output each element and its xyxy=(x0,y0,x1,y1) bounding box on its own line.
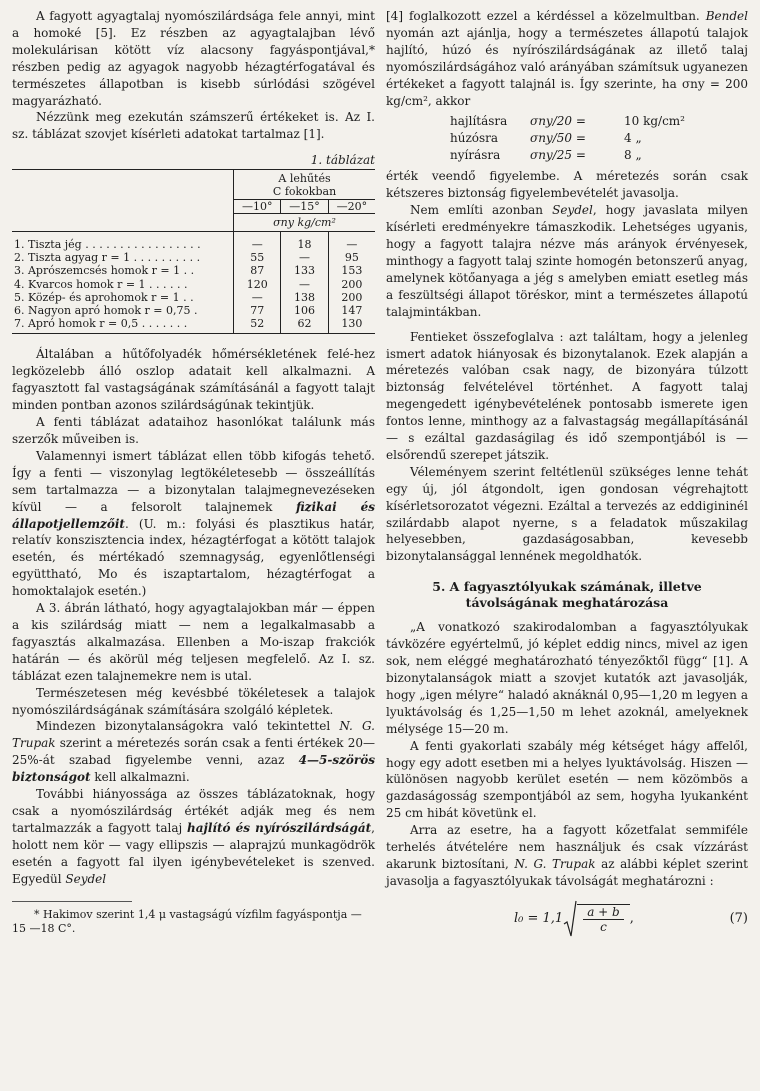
ratio-formula-name: húzósra xyxy=(450,131,499,146)
table-row-label: 1. Tiszta jég . . . . . . . . . . . . . . . . . xyxy=(14,238,201,252)
table-caption: 1. táblázat xyxy=(310,153,375,168)
table-row xyxy=(12,317,375,330)
table-cell: — xyxy=(328,238,375,251)
table-cell: 200 xyxy=(328,291,375,304)
paragraph: Általában a hűtőfolyadék hőmérsékletének felé-hez legközelebb álló oszlop adatait kell alkalmazni. A fagyasztott fal vastagságának számításánál a fagyott talajt minden pontban azonos szilárdságúnak tekintjük. xyxy=(12,347,375,413)
ratio-formula-row xyxy=(450,113,748,130)
ratio-formula-val: 10 kg/cm² xyxy=(624,114,685,129)
footnote-divider xyxy=(12,901,132,902)
table-row xyxy=(12,304,375,317)
table-cell: 130 xyxy=(328,317,375,330)
paragraph: Véleményem szerint feltétlenül szükséges lenne tehát egy új, jól átgondolt, igen gondosan végrehajtott kísérletsorozatot végezni. Ezáltal a tervezés az eddigininél szilárdabb alapot nyerne, s a feladatok műszakilag helyesebben, gazdaságosabban, kevesebb bizonytalansággal lennének megoldhatók. xyxy=(386,464,748,564)
ratio-formula-val: 8 „ xyxy=(624,148,642,163)
paragraph: „A vonatkozó szakirodalomban a fagyasztólyukak távközére egyértelmű, jó képlet eddig nincs, mivel az igen sok, nem eléggé meghatározható tényezőktől függ“ [1]. A bizonytalanságok miatt a szovjet kutatók azt javasolják, hogy „igen mélyre“ haladó aknáknál 0,95—1,20 m legyen a lyuktávolság és 1,25—1,50 m lehet azoknál, amelyeknek mélysége 15—20 m. xyxy=(386,620,748,736)
paragraph: érték veendő figyelembe. A méretezés során csak kétszeres biztonság figyelembevételét javasolja. xyxy=(386,169,748,201)
equation-comma: , xyxy=(629,911,634,927)
equation-denominator: c xyxy=(600,919,607,934)
table-row xyxy=(12,264,375,277)
footnote: * Hakimov szerint 1,4 μ vastagságú vízfilm fagyáspontja —15 —18 C°. xyxy=(12,908,362,936)
table-cell: 138 xyxy=(281,291,328,304)
ratio-formula-row xyxy=(450,147,748,164)
table-cell: 52 xyxy=(234,317,281,330)
equation-7 xyxy=(386,900,748,938)
table-row-label: 5. Közép- és aprohomok r = 1 . . xyxy=(14,290,194,304)
table-cell: — xyxy=(234,291,281,304)
section-heading: 5. A fagyasztólyukak számának, illetve távolságának meghatározása xyxy=(432,579,702,611)
table-temp-20: —20° xyxy=(328,199,375,213)
table-row xyxy=(12,251,375,264)
table-cell: 200 xyxy=(328,278,375,291)
equation-lhs: l₀ = 1,1 xyxy=(514,911,564,927)
table-cell: 18 xyxy=(281,238,328,251)
table-cell: 87 xyxy=(234,264,281,277)
table-temp-15: —15° xyxy=(281,199,328,213)
ratio-formula-expr: σny/25 = xyxy=(530,148,586,163)
table-cell: — xyxy=(281,251,328,264)
table-cell: 95 xyxy=(328,251,375,264)
paragraph: Arra az esetre, ha a fagyott kőzetfalat semmiféle terhelés átvételére nem használjuk és csak vízzárást akarunk biztosítani, N. G. Trupak az alábbi képlet szerint javasolja a fagyasztólyukak távolságát meghatározni : xyxy=(386,823,749,888)
paragraph: A fenti táblázat adataihoz hasonlókat találunk más szerzők műveiben is. xyxy=(12,415,375,447)
paragraph: Valamennyi ismert táblázat ellen több kifogás tehető. Így a fenti — viszonylag legtökéletesebb — összeállítás sem tartalmazza — a bizonytalan talajmegnevezéseken kívül — a felsorolt talajnemek fizikai és állapotjellemzőit. (U. m.: folyási és plasztikus határ, relatív konszisztencia index, hézagtérfogat a kötött talajok esetén, és mértékadó szemnagyság, egyenlőtlenségi együttható, Mo és iszaptartalom, hézagtérfogat a homoktalajok esetén.) xyxy=(12,448,375,599)
ratio-formula-name: hajlításra xyxy=(450,114,508,129)
ratio-formula-row xyxy=(450,130,748,147)
table-cell: 147 xyxy=(328,304,375,317)
table-cell: 62 xyxy=(281,317,328,330)
paragraph: További hiányossága az összes táblázatoknak, hogy csak a nyomószilárdság értékét adják meg és nem tartalmazzák a fagyott talaj hajlító és nyírószilárdságát, holott nem kör — vagy ellipszis — alaprajzú munkagödrök esetén a fagyott fal ilyen igénybevételeket is szenved. Egyedül Seydel xyxy=(12,787,375,886)
paragraph: Nem említi azonban Seydel, hogy javaslata milyen kísérleti eredményekre támaszkodik. Lehetséges ugyanis, hogy a fagyott talajra nézve más arányok érvényesek, minthogy a fagyott talaj szinte homogén betonszerű anyag, amelynek kötőanyaga a jég s amelyben emiatt esetleg más a feszültségi állapot töréskor, mint a természetes állapotú talajmintákban. xyxy=(386,203,748,319)
table-cell: 133 xyxy=(281,264,328,277)
paragraph: Természetesen még kevésbbé tökéletesek a talajok nyomószilárdságának számítására szolgáló képletek. xyxy=(12,685,375,717)
paragraph: A 3. ábrán látható, hogy agyagtalajokban már — éppen a kis szilárdság miatt — nem a legalkalmasabb a fagyasztás alkalmazása. Ellenben a Mo-iszap frakciók határán — és akörül még teljesen megfelelő. Az I. sz. táblázat ezen talajnemekre nem is utal. xyxy=(12,601,375,683)
right-column xyxy=(386,8,748,938)
table-row xyxy=(12,278,375,291)
ratio-formula-expr: σny/20 = xyxy=(530,114,586,129)
table-row-label: 3. Aprószemcsés homok r = 1 . . xyxy=(14,264,195,278)
strength-table xyxy=(12,169,375,334)
ratio-formulas xyxy=(450,113,748,164)
table-row-label: 6. Nagyon apró homok r = 0,75 . xyxy=(14,304,198,318)
ratio-formula-name: nyírásra xyxy=(450,148,501,163)
table-header-unit-c: C fokokban xyxy=(272,185,337,199)
paragraph: A fagyott agyagtalaj nyomószilárdsága fele annyi, mint a homoké [5]. Ez részben az agyagtalajban lévő molekulárisan kötött víz alacsony fagyáspontjával,* részben pedig az agyagok nagyobb hézagtérfogatával és természetes állapotban is kisebb súrlódási szögével magyarázható. xyxy=(12,9,375,108)
table-cell: 153 xyxy=(328,264,375,277)
table-temp-10: —10° xyxy=(234,199,281,213)
table-cell: 120 xyxy=(234,278,281,291)
paragraph: Mindezen bizonytalanságokra való tekintettel N. G. Trupak szerint a méretezés során csak a fenti értékek 20—25%-át szabad figyelembe venni, azaz 4—5-szörös biztonságot kell alkalmazni. xyxy=(12,719,375,785)
table-cell: — xyxy=(234,238,281,251)
table-unit: σny kg/cm² xyxy=(234,213,375,231)
left-column xyxy=(12,8,375,936)
table-cell: 55 xyxy=(234,251,281,264)
paragraph: Nézzünk meg ezekután számszerű értékeket is. Az I. sz. táblázat szovjet kísérleti adatokat tartalmaz [1]. xyxy=(12,110,375,142)
table-row-label: 2. Tiszta agyag r = 1 . . . . . . . . . . xyxy=(14,251,201,265)
paragraph: [4] foglalkozott ezzel a kérdéssel a közelmultban. Bendel nyomán azt ajánlja, hogy a természetes állapotú talajok hajlító, húzó és nyírószilárdságának az illető talaj nyomószilárdságához való arányában számítsuk ugyanezen értékeket a fagyott talajnál is. Így szerinte, ha σny = 200 kg/cm², akkor xyxy=(386,9,748,108)
table-row-label: 4. Kvarcos homok r = 1 . . . . . . xyxy=(14,277,188,291)
table-header-cooling: A lehűtés xyxy=(278,172,331,186)
ratio-formula-expr: σny/50 = xyxy=(530,131,586,146)
ratio-formula-val: 4 „ xyxy=(624,131,642,146)
table-row xyxy=(12,291,375,304)
table-cell: — xyxy=(281,278,328,291)
table-cell: 77 xyxy=(234,304,281,317)
table-row xyxy=(12,238,375,251)
paragraph: A fenti gyakorlati szabály még kétséget hágy affelől, hogy egy adott esetben mi a helyes lyuktávolság. Hiszen — különösen nagyobb kerület esetén — nem közömbös a gazdaságosság szempontjából az sem, hogyha lyukanként 25 cm hibát követünk el. xyxy=(386,738,748,821)
equation-numerator: a + b xyxy=(583,905,624,920)
paragraph: Fentieket összefoglalva : azt találtam, hogy a jelenleg ismert adatok hiányosak és bizonytalanok. Ezek alapján a méretezés valóban csak nagy, de bizonyára túlzott biztonság felvételével történhet. A fagyott talaj megengedett igénybevételének pontosabb ismerete igen fontos lenne, minthogy az a falvastagság megállapításánál — s ezáltal gazdaságilag és idő szempontjából is — elsőrendű szerepet játszik. xyxy=(386,329,748,462)
table-cell: 106 xyxy=(281,304,328,317)
sqrt-symbol xyxy=(563,900,630,938)
table-row-label: 7. Apró homok r = 0,5 . . . . . . . xyxy=(14,317,188,331)
equation-number: (7) xyxy=(729,911,748,927)
